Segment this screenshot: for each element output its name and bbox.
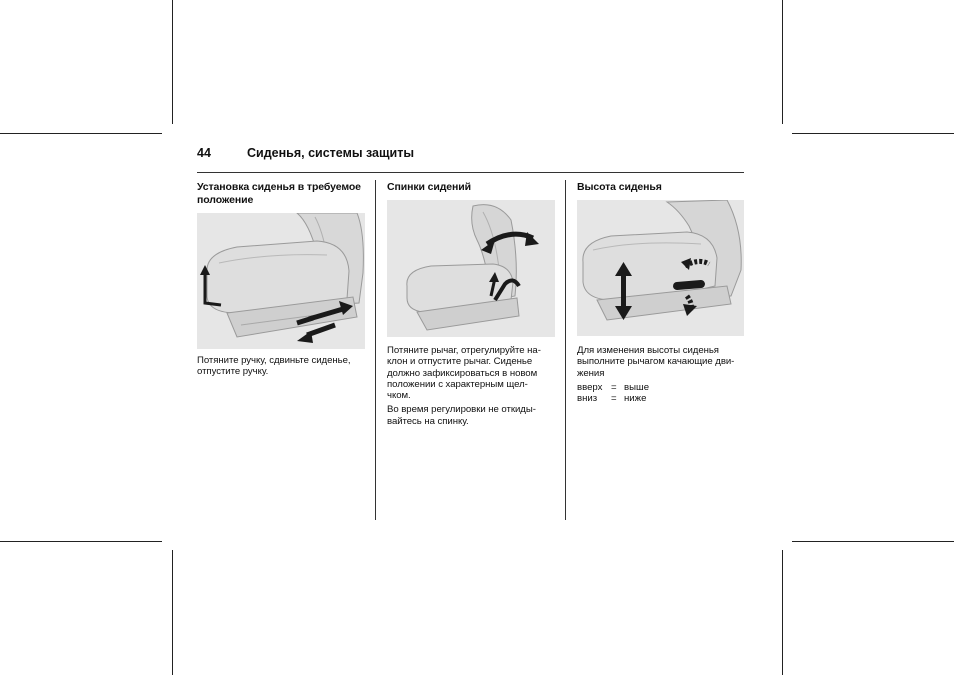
crop-mark: [792, 133, 954, 134]
crop-mark: [172, 0, 173, 124]
column-divider: [565, 180, 566, 520]
header-rule: [197, 172, 744, 173]
column-seat-height: [577, 181, 747, 194]
page-number: 44: [197, 146, 211, 160]
section-title: Сиденья, системы защиты: [247, 146, 414, 160]
column-heading: Установка сиденья в требуемое положение: [197, 181, 361, 206]
direction-pair: вверх = выше: [577, 381, 650, 393]
instruction-text: Потяните рычаг, отрегулируйте на- клон и отпустите рычаг. Сиденье должно зафиксироваться в новом положении с характерным щел- чком.: [387, 345, 541, 402]
crop-mark: [782, 550, 783, 675]
warning-text: Во время регулировки не откиды- вайтесь на спинку.: [387, 404, 536, 427]
column-heading: Спинки сидений: [387, 181, 471, 193]
direction-pair: вниз = ниже: [577, 393, 647, 405]
crop-mark: [792, 541, 954, 542]
seatback-recline-illustration: [387, 200, 555, 337]
crop-mark: [172, 550, 173, 675]
column-divider: [375, 180, 376, 520]
instruction-text: Потяните ручку, сдвиньте сиденье, отпустите ручку.: [197, 355, 351, 378]
column-seat-position: [197, 181, 367, 207]
column-seatbacks: [387, 181, 557, 194]
seat-slide-illustration: [197, 213, 365, 349]
crop-mark: [0, 541, 162, 542]
crop-mark: [0, 133, 162, 134]
crop-mark: [782, 0, 783, 124]
column-seat-height-text: [577, 345, 747, 404]
column-seatbacks-text: [387, 345, 557, 427]
column-seat-position-text: [197, 355, 367, 378]
seat-height-illustration: [577, 200, 744, 336]
instruction-text: Для изменения высоты сиденья выполните рычагом качающие дви- жения: [577, 345, 735, 379]
column-heading: Высота сиденья: [577, 181, 662, 193]
